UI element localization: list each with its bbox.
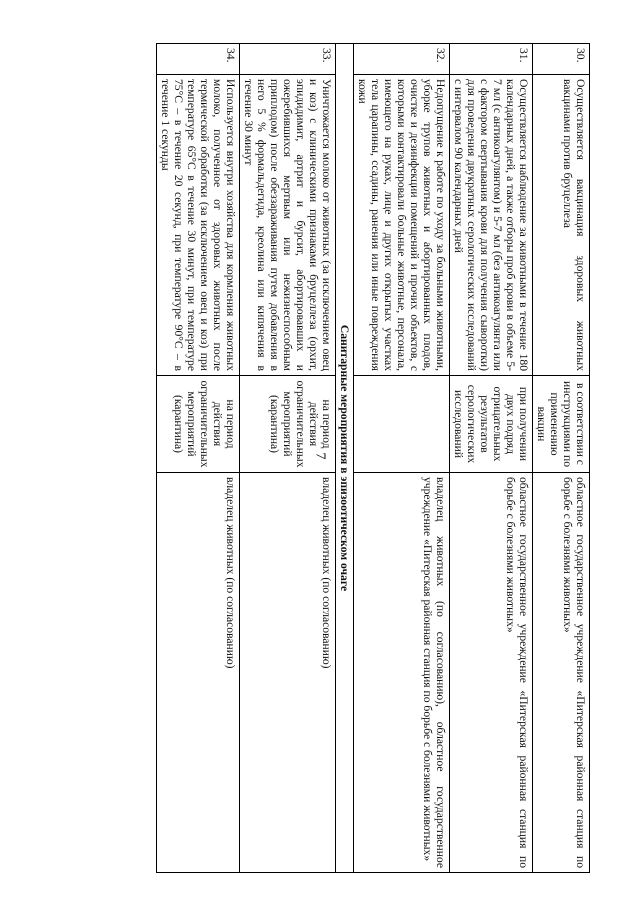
row-number: 32. (354, 44, 450, 75)
action-cell: Осуществляется вакцинация здоровых животных вакцинами против бруцеллеза (533, 75, 590, 376)
rotated-content (85, 43, 590, 873)
term-cell: на период действия ограничительных мероприятий (карантина) (157, 376, 240, 473)
row-number: 33. (240, 44, 336, 75)
responsible-cell: областное государственное учреждение «Питерская районная станция по борьбе с болезнями животных» (533, 473, 590, 873)
row-number: 30. (533, 44, 590, 75)
table-row (354, 44, 450, 873)
term-cell: в соответствии с инструкциями по применению вакцин (533, 376, 590, 473)
document-page (85, 43, 590, 873)
action-cell: Уничтожается молоко от животных (за исключением овец и коз) с клиническими признаками бруцеллеза (орхит, эпидидимит, артрит и бурсит, абортировавших и ожеребившихся мертвым или нежизнеспособным приплодом) после обеззараживания путем добавления в него 5 % формальдегида, креолина или кипячения в течение 30 минут (240, 75, 336, 376)
term-cell (354, 376, 450, 473)
section-title: Санитарные мероприятия в эпизоотическом очаге (336, 44, 354, 873)
section-row (336, 44, 354, 873)
measures-table (156, 43, 590, 873)
action-cell: Осуществляется наблюдение за животными в течение 180 календарных дней, а также отборы проб крови в объеме 5-7 мл (с антикоагулянтом) и 5-7 мл (без антикоагулянта или с фактором свертывания крови для получения сыворотки) для проведения двукратных серологических исследований с интервалом 90 календарных дней (450, 75, 533, 376)
table-row (450, 44, 533, 873)
row-number: 34. (157, 44, 240, 75)
table-row (240, 44, 336, 873)
page-number: 7 (312, 452, 328, 460)
action-cell: Недопущение к работе по уходу за больными животными, уборке трупов животных и абортированных плодов, очистке и дезинфекции помещений и прочих объектов, с которыми контактировали больные животные, персонала, имеющего на руках, лице и других открытых участках тела царапины, ссадины, ранения или иные повреждения кожи (354, 75, 450, 376)
responsible-cell: владелец животных (по согласованию), областное государственное учреждение «Питерская районная станция по борьбе с болезнями животных» (354, 473, 450, 873)
responsible-cell: владелец животных (по согласованию) (240, 473, 336, 873)
term-cell: на период действия ограничительных мероприятий (карантина) (240, 376, 336, 473)
row-number: 31. (450, 44, 533, 75)
table-row (157, 44, 240, 873)
action-cell: Используется внутри хозяйства для кормления животных молоко, полученное от здоровых животных после термической обработки (за исключением овец и коз) при температуре 65°С в течение 30 минут, при температуре 75°С – в течение 20 секунд, при температуре 90°С – в течение 1 секунды (157, 75, 240, 376)
term-cell: при получении двух подряд отрицательных результатов серологических исследований (450, 376, 533, 473)
responsible-cell: областное государственное учреждение «Питерская районная станция по борьбе с болезнями животных» (450, 473, 533, 873)
responsible-cell: владелец животных (по согласованию) (157, 473, 240, 873)
table-row (533, 44, 590, 873)
